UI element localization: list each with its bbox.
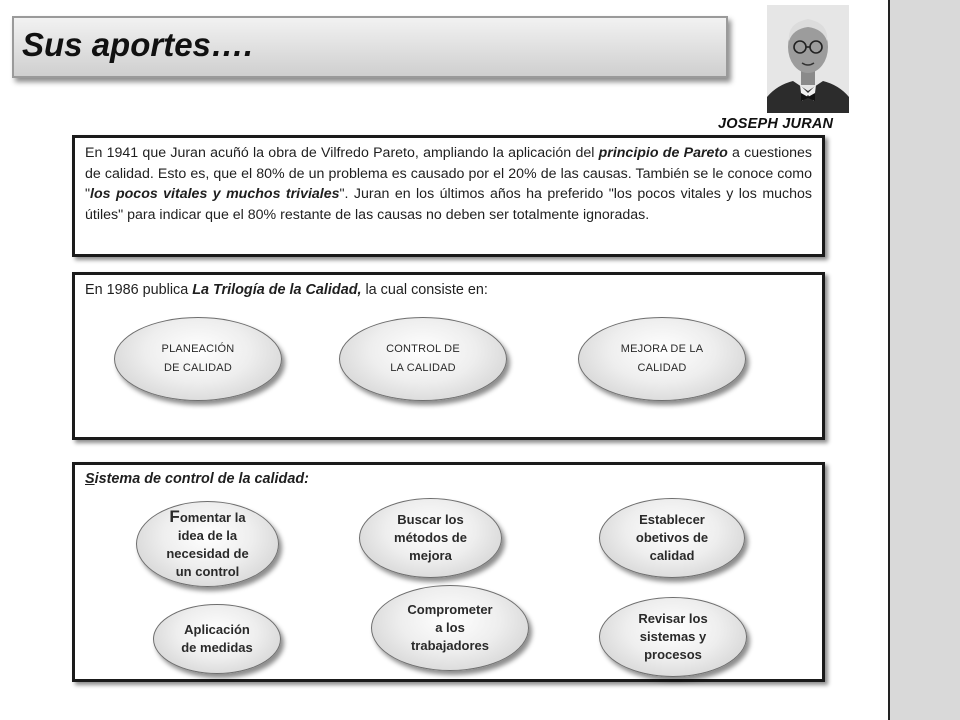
trilogy-node-planning: [114, 317, 282, 401]
control-node-measures: [153, 604, 281, 674]
portrait-icon: [767, 5, 849, 113]
node-line: métodos de: [394, 530, 467, 545]
pareto-emphasis-1: principio de Pareto: [598, 145, 728, 161]
node-line: omentar la: [179, 509, 246, 525]
node-line: trabajadores: [410, 638, 490, 653]
title-bar: [12, 16, 728, 78]
node-line: obetivos de: [635, 530, 709, 545]
node-line: procesos: [644, 647, 702, 662]
pareto-paragraph: [85, 143, 812, 225]
trilogy-box: [72, 272, 825, 440]
node-line: idea de la: [177, 527, 238, 543]
node-line: un control: [175, 563, 240, 579]
node-line: CONTROL DE: [386, 343, 460, 355]
control-node-objectives: [599, 498, 745, 578]
heading-rest: istema de control de la calidad:: [94, 471, 309, 487]
control-system-heading: [85, 471, 309, 487]
trilogy-node-improvement: [578, 317, 746, 401]
trilogy-book-title: La Trilogía de la Calidad,: [192, 282, 362, 298]
heading-first-letter: S: [85, 471, 95, 487]
node-line: mejora: [409, 548, 452, 563]
node-line: DE CALIDAD: [163, 362, 232, 374]
node-line: Revisar los: [638, 611, 708, 626]
pareto-emphasis-2: los pocos vitales y muchos triviales: [90, 186, 340, 203]
control-system-box: [72, 462, 825, 682]
pareto-text-3: ". Juran en los últimos años ha preferido "los pocos vitales y los muchos útiles" para indicar que el 80% restante de las causas no deben ser totalmente ignoradas.: [85, 186, 812, 223]
node-line: LA CALIDAD: [390, 362, 456, 374]
control-node-review: [599, 597, 747, 677]
node-line: Buscar los: [397, 512, 464, 527]
trilogy-lead: [85, 282, 488, 298]
node-line: calidad: [649, 548, 695, 563]
slide-title: Sus aportes….: [22, 26, 254, 63]
node-line: Aplicación: [184, 622, 250, 637]
node-line: PLANEACIÓN: [161, 343, 235, 355]
node-line: a los: [435, 620, 465, 635]
trilogy-node-control: [339, 317, 507, 401]
pareto-box: [72, 135, 825, 257]
node-line: sistemas y: [639, 629, 707, 644]
right-side-panel: [888, 0, 960, 720]
trilogy-lead-a: En 1986 publica: [85, 282, 193, 298]
node-line: MEJORA DE LA: [620, 343, 704, 355]
pareto-text-2: a cuestiones de calidad. Esto es, que el 80% de un problema es causado por el 20% de las causas. También se le conoce como ": [85, 145, 812, 203]
portrait-photo: [767, 5, 849, 113]
node-line: Comprometer: [407, 602, 493, 617]
trilogy-lead-c: la cual consiste en:: [361, 282, 488, 298]
node-line: de medidas: [181, 640, 253, 655]
control-node-methods: [359, 498, 502, 578]
node-line: necesidad de: [166, 545, 249, 561]
control-node-foster: [136, 501, 279, 587]
control-node-commit: [371, 585, 529, 671]
node-line: CALIDAD: [637, 362, 687, 374]
photo-caption: JOSEPH JURAN: [718, 116, 834, 132]
node-line: Establecer: [639, 512, 705, 527]
node-first-letter: F: [169, 506, 180, 526]
pareto-text-1: En 1941 que Juran acuñó la obra de Vilfredo Pareto, ampliando la aplicación del: [85, 145, 599, 161]
